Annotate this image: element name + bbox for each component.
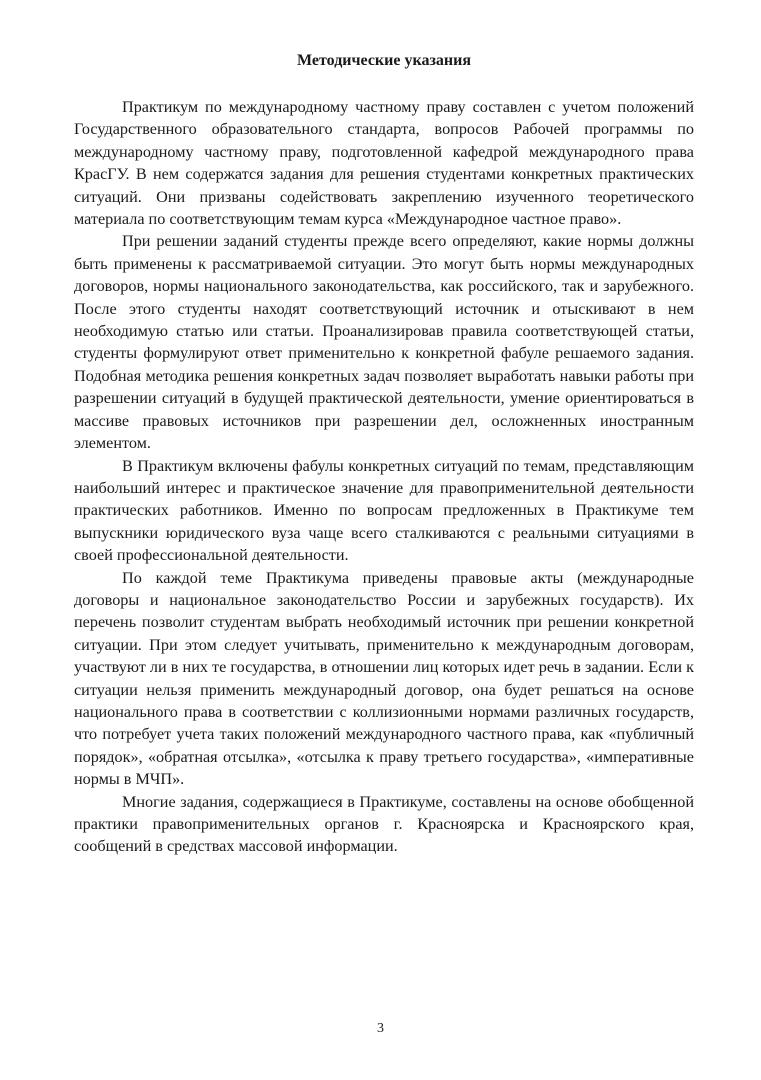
paragraph-intro: Практикум по международному частному праву составлен с учетом положений Государственного образовательного стандарта, вопросов Рабочей программы по международному частному праву, подготовленной кафедрой международного права КрасГУ. В нем содержатся задания для решения студентами конкретных практических ситуаций. Они призваны содействовать закреплению изученного теоретического материала по соответствующим темам курса «Международное частное право». bbox=[74, 98, 694, 229]
paragraph-sources: Многие задания, содержащиеся в Практикуме, составлены на основе обобщенной практики правоприменительных органов г. Красноярска и Красноярского края, сообщений в средствах массовой информации. bbox=[74, 792, 694, 856]
page-number: 3 bbox=[377, 1021, 384, 1036]
paragraph-method: При решении заданий студенты прежде всего определяют, какие нормы должны быть применены к рассматриваемой ситуации. Это могут быть нормы международных договоров, нормы национального законодательства, как российского, так и зарубежного. После этого студенты находят соответствующий источник и отыскивают в нем необходимую статью или статьи. Проанализировав правила соответствующей статьи, студенты формулируют ответ применительно к конкретной фабуле решаемого задания. Подобная методика решения конкретных задач позволяет выработать навыки работы при разрешении ситуаций в будущей практической деятельности, умение ориентироваться в массиве правовых источников при разрешении дел, осложненных иностранным элементом. bbox=[74, 232, 694, 453]
document-page bbox=[74, 50, 694, 858]
paragraph-legal-acts: По каждой теме Практикума приведены правовые акты (международные договоры и национальное законодательство России и зарубежных государств). Их перечень позволит студентам выбрать необходимый источник при решении конкретной ситуации. При этом следует учитывать, применительно к международным договорам, участвуют ли в них те государства, в отношении лиц которых идет речь в задании. Если к ситуации нельзя применить международный договор, она будет решаться на основе национального права в соответствии с коллизионными нормами различных государств, что потребует учета таких положений международного частного права, как «публичный порядок», «обратная отсылка», «отсылка к праву третьего государства», «императивные нормы в МЧП». bbox=[74, 568, 694, 789]
paragraph-content: В Практикум включены фабулы конкретных ситуаций по темам, представляющим наибольший интерес и практическое значение для правоприменительной деятельности практических работников. Именно по вопросам предложенных в Практикуме тем выпускники юридического вуза чаще всего сталкиваются с реальными ситуациями в своей профессиональной деятельности. bbox=[74, 456, 694, 565]
document-title: Методические указания bbox=[297, 52, 471, 69]
